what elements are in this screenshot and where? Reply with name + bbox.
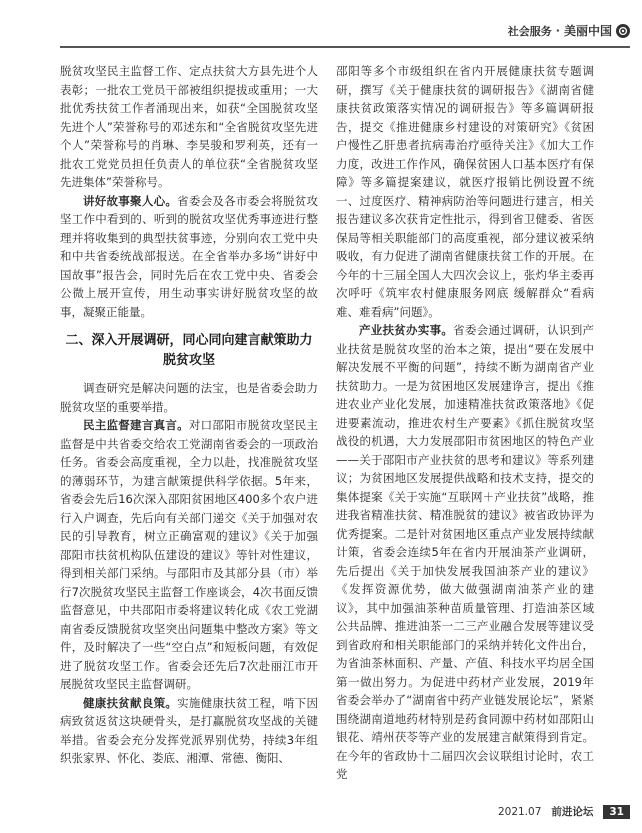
left-column — [60, 62, 318, 768]
header-label-group — [508, 22, 630, 39]
paragraph-lead: 讲好故事聚人心。 — [83, 193, 178, 208]
paragraph-lead: 健康扶贫献良策。 — [83, 695, 178, 710]
section-heading: 二、深入开展调研，同心同向建言献策助力脱贫攻坚 — [65, 333, 313, 368]
paragraph: 调查研究是解决问题的法宝，也是省委会助力脱贫攻坚的重要举措。 — [60, 381, 318, 414]
page-footer — [498, 804, 630, 819]
paragraph-lead: 产业扶贫办实事。 — [359, 323, 454, 337]
header-brand: 美丽中国 — [563, 24, 612, 38]
page-header — [0, 14, 642, 42]
paragraph: 邵阳等多个市级组织在省内开展健康扶贫专题调研，撰写《关于健康扶贫的调研报告》《湖南省健康扶贫政策落实情况的调研报告》等多篇调研报告，提交《推进健康乡村建设的对策研究》《贫困户慢性乙肝患者抗病毒治疗亟待关注》《加大工作力度，改进工作作风，确保贫困人口基本医疗有保障》等多篇提案建议，就医疗报销比例设置不统一、过度医疗、精神病防治等问题进行建言，相关报告建议多次获肯定性批示，得到省卫健委、省医保局等相关职能部门的高度重视，部分建议被采纳吸收，有力促进了湖南省健康扶贫工作的开展。在今年的十三届全国人大四次会议上，张灼华主委再次呼吁《筑牢农村健康服务网底 缓解群众“看病难、难看病”问题》。 — [336, 64, 594, 319]
paragraph — [60, 416, 318, 694]
header-separator: · — [555, 24, 560, 37]
header-rule — [60, 46, 630, 48]
journal-name: 前进论坛 — [551, 806, 594, 818]
paragraph-body: 省委会通过调研，认识到产业扶贫是脱贫攻坚的治本之策，提出“要在发展中解决发展不平衡的问题”，持续不断为湖南省产业扶贫助力。一是为贫困地区发展建诤言，提出《推进农业产业化发展，加速精准扶贫政策落地》《促进要素流动，推进农村生产要素》《抓住脱贫攻坚战役的机遇，大力发展邵阳市贫困地区的特色产业——关于邵阳市产业扶贫的思考和建议》等系列建议；为贫困地区发展提供战略和技术支持，提交的集体提案《关于实施“互联网＋产业扶贫”战略，推进我省精准扶贫、精准脱贫的建议》被省政协评为优秀提案。二是针对贫困地区重点产业发展持续献计策，省委会连续5年在省内开展油茶产业调研，先后提出《关于加快发展我国油茶产业的建议》《发挥资源优势，做大做强湖南油茶产业的建议》，其中加强油茶种苗质量管理、打造油茶区域公共品牌、推进油茶一二三产业融合发展等建议受到省政府和相关职能部门的采纳并转化文件出台，为省油茶林面积、产量、产值、科技水平均居全国第一做出努力。为促进中药材产业发展，2019年省委会举办了“湖南省中药产业链发展论坛”，紧紧围绕湖南道地药材特别是药食同源中药材如邵阳山银花、靖州茯苓等产业的发展建言献策得到肯定。在今年的省政协十二届四次会议联组讨论时，农工党 — [336, 323, 595, 781]
brand-emblem-icon — [616, 24, 630, 38]
paragraph-body: 对口邵阳市脱贫攻坚民主监督是中共省委交给农工党湖南省委会的一项政治任务。省委会高度重视，全力以赴，找准脱贫攻坚的薄弱环节，为建言献策提供科学依据。5年来，省委会先后16次深入邵阳贫困地区400多个农户进行入户调查，先后向有关部门递交《关于加强对农民的引导教育，树立正确富观的建议》《关于加强邵阳市扶贫机构队伍建设的建议》等针对性建议，得到相关部门采纳。与邵阳市及其部分县（市）举行7次脱贫攻坚民主监督工作座谈会，4次书面反馈监督意见，中共邵阳市委将建议转化成《农工党湖南省委反馈脱贫攻坚突出问题集中整改方案》等文件，及时解决了一些“空白点”和短板问题，有效促进了脱贫攻坚工作。省委会还先后7次赴丽江市开展脱贫攻坚民主监督调研。 — [60, 418, 319, 691]
emblem-glyph-icon — [618, 26, 628, 36]
paragraph — [60, 694, 318, 768]
paragraph: 脱贫攻坚民主监督工作、定点扶贫大方县先进个人表彰；一批农工党员干部被组织提拔或重用；一大批优秀扶贫工作者涌现出来，如获“全国脱贫攻坚先进个人”荣誉称号的邓述东和“全省脱贫攻坚先进个人”荣誉称号的肖琳、李昊骏和罗利英，还有一批农工党党员担任负责人的单位获“全省脱贫攻坚先进集体”荣誉称号。 — [60, 64, 318, 189]
paragraph-body: 实施健康扶贫工程，啃下因病致贫返贫这块硬骨头，是打赢脱贫攻坚战的关键举措。省委会充分发挥党派界别优势，持续3年组织张家界、怀化、娄底、湘潭、常德、衡阳、 — [60, 695, 319, 765]
paragraph-body: 省委会及各市委会将脱贫攻坚工作中看到的、听到的脱贫攻坚优秀事迹进行整理并将收集到的典型扶贫事迹，分别向农工党中央和中共省委统战部报送。在全省举办多场“讲好中国故事”报告会，同时先后在农工党中央、省委会公微上展开宣传，用生动事实讲好脱贫攻坚的故事，凝聚正能量。 — [60, 193, 319, 319]
right-column — [336, 62, 594, 784]
paragraph — [60, 192, 318, 322]
paragraph — [336, 321, 594, 784]
paragraph-lead: 民主监督建言真言。 — [83, 418, 189, 432]
page-number: 31 — [603, 805, 630, 819]
issue-date: 2021.07 — [497, 805, 542, 818]
header-section: 社会服务 — [507, 24, 552, 38]
